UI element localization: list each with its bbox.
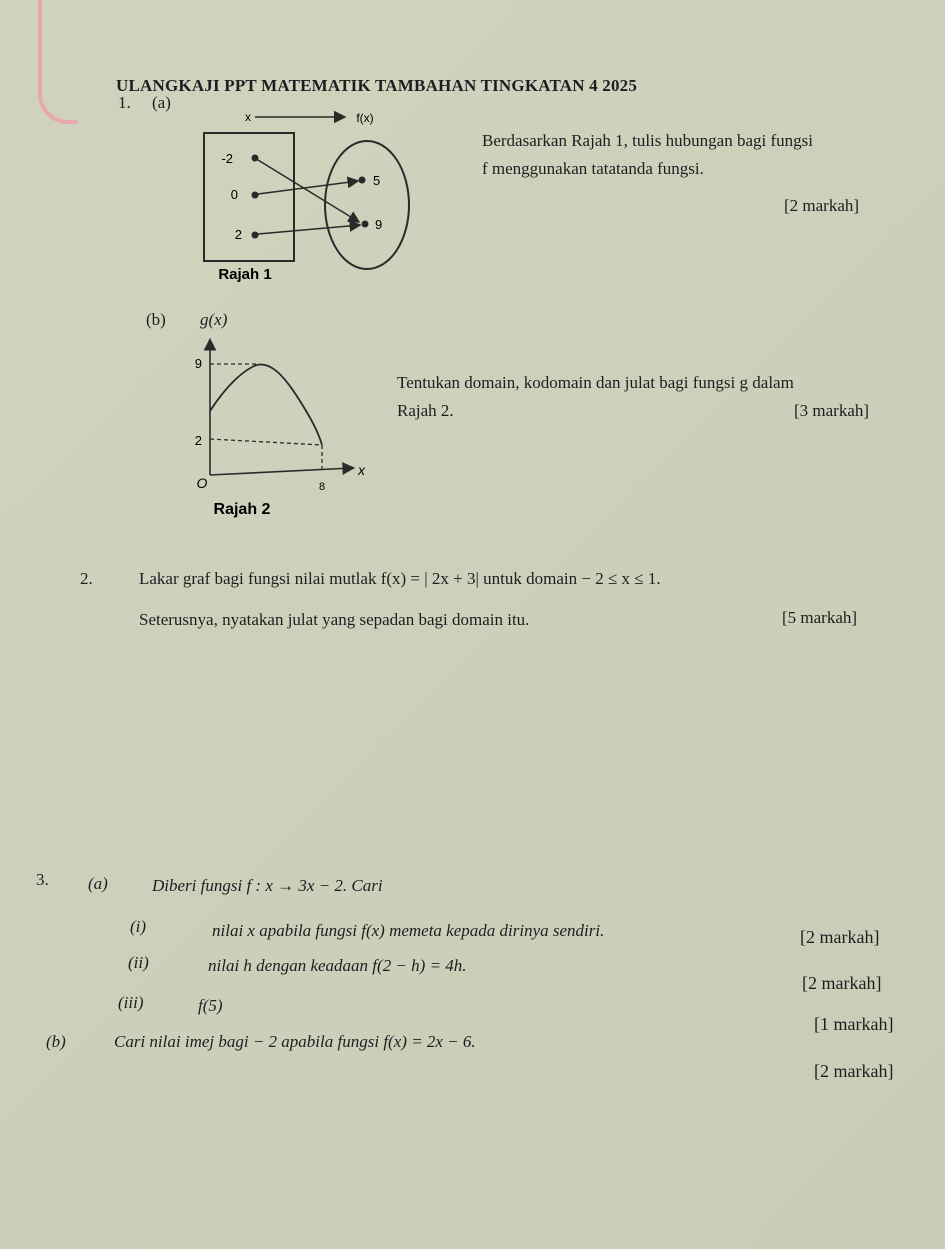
codomain-value: 5 [373, 173, 381, 188]
q3a-part-label: (i) [130, 917, 147, 936]
codomain-point [359, 177, 366, 184]
domain-value: 2 [234, 227, 242, 242]
rajah-1-caption: Rajah 1 [218, 266, 272, 283]
domain-value: 0 [230, 187, 238, 202]
rajah-1-arrow-diagram [195, 105, 420, 290]
q2-line2: Seterusnya, nyatakan julat yang sepadan bagi domain itu. [139, 610, 530, 629]
rajah-2-graph [190, 333, 380, 523]
q3a-part-marks: [2 markah] [802, 973, 882, 993]
q3a-label: (a) [88, 874, 108, 893]
domain-point [252, 155, 259, 162]
domain-point [252, 232, 259, 239]
domain-value: -2 [221, 151, 233, 166]
mapping-arrow [258, 225, 360, 234]
q1a-text-line1: Berdasarkan Rajah 1, tulis hubungan bagi fungsi [482, 131, 813, 150]
origin-label: O [196, 475, 208, 491]
q3b-marks: [2 markah] [814, 1061, 894, 1081]
g-curve [210, 364, 322, 445]
codomain-set-ellipse [325, 141, 409, 269]
rajah-2-caption: Rajah 2 [213, 501, 271, 518]
q3a-part-marks: [1 markah] [814, 1014, 894, 1034]
codomain-value: 9 [375, 217, 383, 232]
q1a-text-line2: f menggunakan tatatanda fungsi. [482, 159, 704, 178]
q3a-part-label: (ii) [128, 953, 149, 972]
x-axis [210, 468, 352, 475]
graph-label: g(x) [200, 310, 228, 329]
q1a-marks: [2 markah] [784, 196, 860, 215]
q3-number: 3. [36, 870, 49, 889]
mapping-arrow [258, 160, 359, 222]
q3a-part-text: nilai x apabila fungsi f(x) memeta kepada dirinya sendiri. [212, 921, 605, 940]
q3a-part-text: f(5) [198, 996, 223, 1015]
q2-marks: [5 markah] [782, 608, 858, 627]
q1b-marks: [3 markah] [794, 401, 870, 420]
codomain-point [362, 221, 369, 228]
mapping-arrow [258, 181, 358, 194]
page-fold-mark [38, 0, 78, 124]
q1b-label: (b) [146, 310, 166, 329]
x-tick: 8 [318, 481, 326, 493]
q3a-part-text: nilai h dengan keadaan f(2 − h) = 4h. [208, 956, 467, 975]
q3a-part-marks: [2 markah] [800, 927, 880, 947]
y-tick: 9 [194, 356, 202, 371]
q3b-text: Cari nilai imej bagi − 2 apabila fungsi f(x) = 2x − 6. [114, 1032, 476, 1051]
q3b-label: (b) [46, 1032, 66, 1051]
page-title: ULANGKAJI PPT MATEMATIK TAMBAHAN TINGKATAN 4 2025 [116, 76, 638, 95]
q2-line1: Lakar graf bagi fungsi nilai mutlak f(x) = | 2x + 3| untuk domain − 2 ≤ x ≤ 1. [139, 569, 661, 588]
domain-point [252, 192, 259, 199]
dashed-line-y2 [210, 439, 322, 445]
q3a-part-label: (iii) [118, 993, 144, 1012]
x-axis-label: x [358, 462, 365, 478]
domain-set-box [204, 133, 294, 261]
domain-header: x [245, 110, 251, 124]
q3a-intro: Diberi fungsi f : x → 3x − 2. Cari [152, 876, 383, 895]
q1-number: 1. [118, 93, 131, 112]
q1b-text-line2: Rajah 2. [397, 401, 454, 420]
q1b-text-line1: Tentukan domain, kodomain dan julat bagi fungsi g dalam [397, 373, 794, 392]
q2-number: 2. [80, 569, 93, 588]
y-tick: 2 [194, 433, 202, 448]
codomain-header: f(x) [356, 111, 374, 125]
q1a-label: (a) [152, 93, 171, 112]
